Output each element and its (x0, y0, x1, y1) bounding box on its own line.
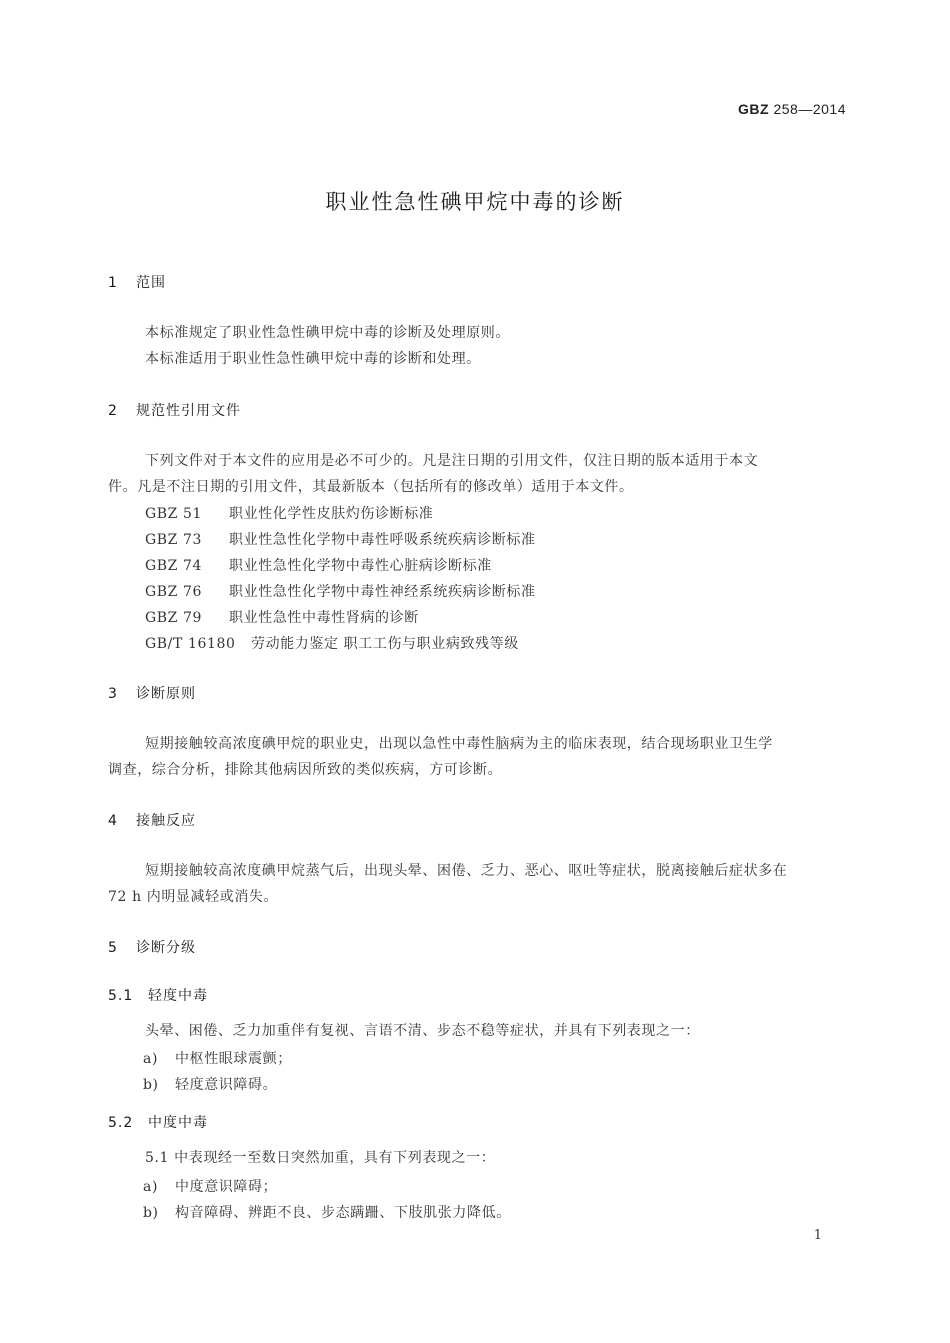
reference-title: 职业性急性中毒性肾病的诊断 (229, 610, 419, 626)
section-5-1-intro: 头晕、困倦、乏力加重伴有复视、言语不清、步态不稳等症状，并具有下列表现之一： (145, 1023, 700, 1039)
section-3-paragraph-line-1: 短期接触较高浓度碘甲烷的职业史，出现以急性中毒性脑病为主的临床表现，结合现场职业卫生学 (145, 736, 773, 752)
section-number: 5 (108, 940, 118, 956)
reference-item (145, 555, 492, 575)
reference-item (145, 529, 536, 549)
reference-item (145, 633, 519, 653)
section-4-paragraph-line-2: 72 h 内明显减轻或消失。 (108, 889, 279, 905)
section-title: 轻度中毒 (148, 988, 208, 1004)
section-number: 3 (108, 686, 118, 702)
section-number: 1 (108, 275, 118, 291)
section-2-paragraph-line-2: 件。凡是不注日期的引用文件，其最新版本（包括所有的修改单）适用于本文件。 (108, 479, 634, 495)
section-title: 诊断原则 (136, 686, 196, 702)
section-3-paragraph-line-2: 调查，综合分析，排除其他病因所致的类似疾病，方可诊断。 (108, 762, 503, 778)
reference-title: 劳动能力鉴定 职工工伤与职业病致残等级 (251, 636, 519, 652)
document-title: 职业性急性碘甲烷中毒的诊断 (325, 190, 625, 214)
reference-item (145, 581, 536, 601)
section-1-paragraph-1: 本标准规定了职业性急性碘甲烷中毒的诊断及处理原则。 (145, 325, 510, 341)
list-text: 中度意识障碍； (175, 1179, 278, 1195)
section-3-heading (108, 683, 196, 703)
section-2-heading (108, 400, 241, 420)
section-title: 诊断分级 (136, 940, 196, 956)
section-title: 中度中毒 (148, 1115, 208, 1131)
section-2-paragraph-line-1: 下列文件对于本文件的应用是必不可少的。凡是注日期的引用文件，仅注日期的版本适用于本文 (145, 453, 759, 469)
reference-code: GBZ 73 (145, 532, 203, 548)
section-1-paragraph-2: 本标准适用于职业性急性碘甲烷中毒的诊断和处理。 (145, 351, 481, 367)
reference-title: 职业性急性化学物中毒性呼吸系统疾病诊断标准 (229, 532, 536, 548)
section-number: 2 (108, 403, 118, 419)
section-number: 5.2 (108, 1115, 134, 1131)
section-title: 接触反应 (136, 813, 196, 829)
list-marker: b) (143, 1077, 159, 1093)
section-4-paragraph-line-1: 短期接触较高浓度碘甲烷蒸气后，出现头晕、困倦、乏力、恶心、呕吐等症状，脱离接触后症状多在 (145, 863, 788, 879)
reference-code: GBZ 79 (145, 610, 203, 626)
section-title: 范围 (136, 275, 166, 291)
section-5-2-heading (108, 1112, 208, 1132)
list-text: 轻度意识障碍。 (175, 1077, 278, 1093)
list-item (143, 1074, 277, 1094)
section-5-heading (108, 937, 196, 957)
reference-code: GBZ 76 (145, 584, 203, 600)
section-5-1-heading (108, 985, 208, 1005)
standard-code (738, 101, 846, 117)
reference-title: 职业性急性化学物中毒性心脏病诊断标准 (229, 558, 492, 574)
section-1-heading (108, 272, 166, 292)
list-text: 中枢性眼球震颤； (175, 1051, 292, 1067)
section-number: 4 (108, 813, 118, 829)
list-marker: b) (143, 1205, 159, 1221)
section-4-heading (108, 810, 196, 830)
section-number: 5.1 (108, 988, 134, 1004)
list-marker: a) (143, 1051, 159, 1067)
list-marker: a) (143, 1179, 159, 1195)
reference-code: GBZ 51 (145, 506, 203, 522)
reference-title: 职业性化学性皮肤灼伤诊断标准 (229, 506, 434, 522)
reference-item (145, 607, 419, 627)
section-5-2-intro: 5.1 中表现经一至数日突然加重，具有下列表现之一： (145, 1150, 496, 1166)
list-item (143, 1202, 511, 1222)
list-item (143, 1048, 292, 1068)
standard-code-number: 258—2014 (773, 101, 846, 117)
list-item (143, 1176, 277, 1196)
page-number: 1 (813, 1228, 822, 1243)
reference-code: GBZ 74 (145, 558, 203, 574)
standard-code-prefix: GBZ (738, 101, 770, 117)
reference-title: 职业性急性化学物中毒性神经系统疾病诊断标准 (229, 584, 536, 600)
section-title: 规范性引用文件 (136, 403, 241, 419)
reference-item (145, 503, 433, 523)
reference-code: GB/T 16180 (145, 636, 236, 652)
list-text: 构音障碍、辨距不良、步态蹒跚、下肢肌张力降低。 (175, 1205, 511, 1221)
